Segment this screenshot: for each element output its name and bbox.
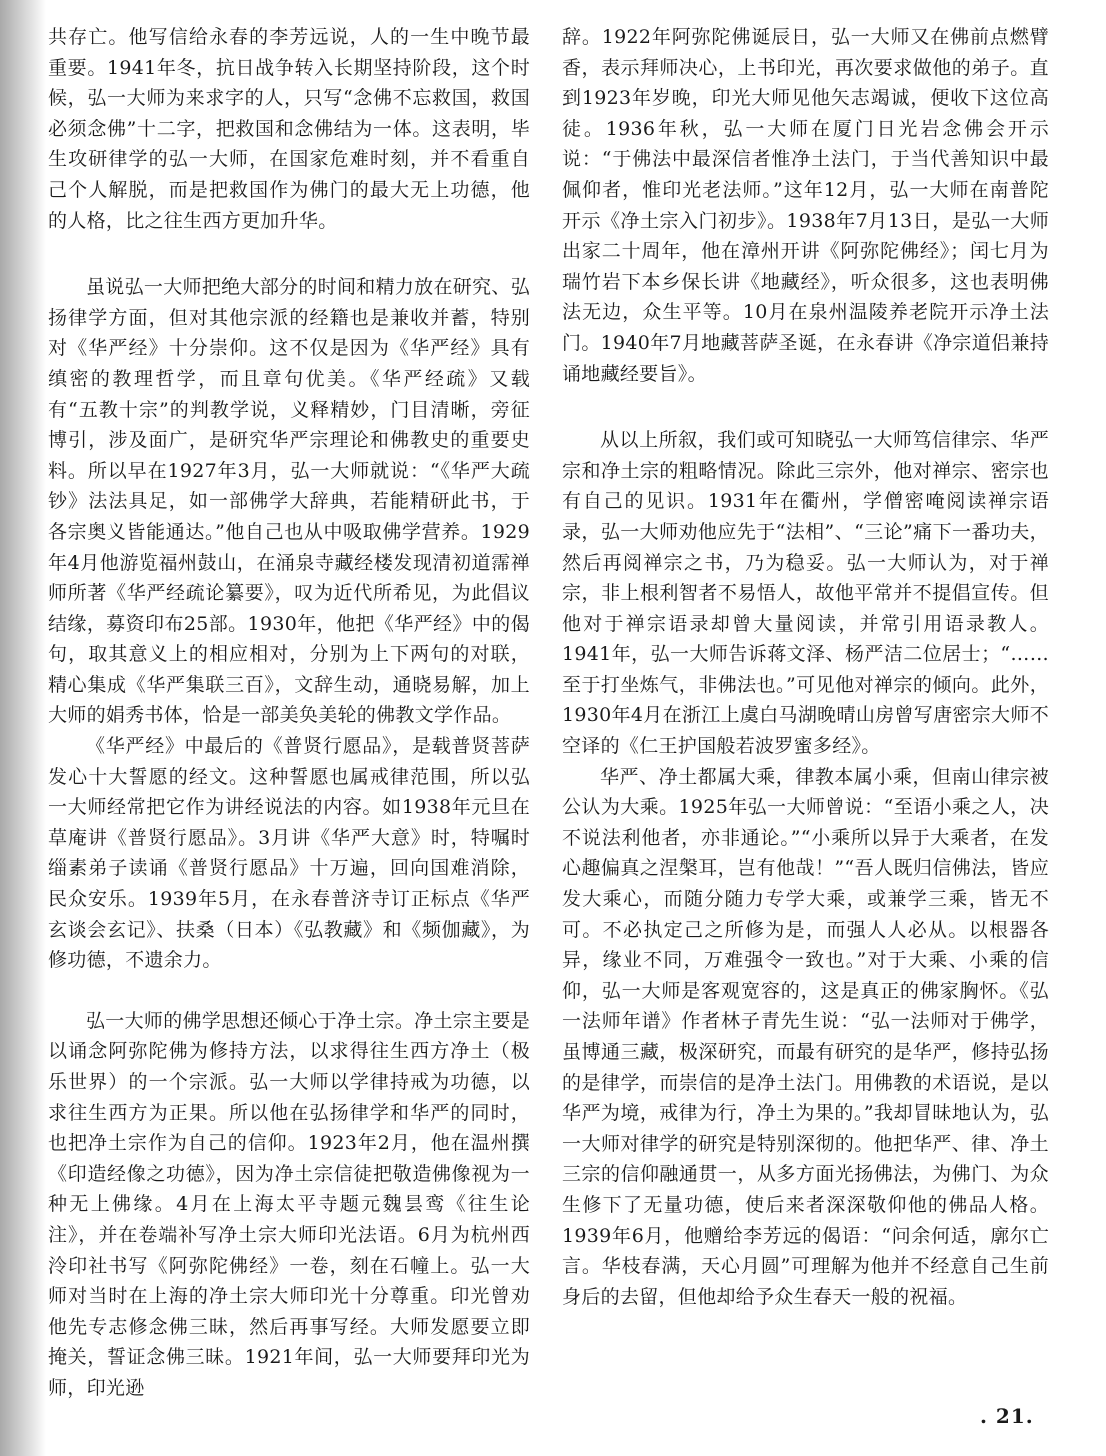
- left-column: [48, 22, 530, 1404]
- paragraph: 《华严经》中最后的《普贤行愿品》，是载普贤菩萨发心十大誓愿的经文。这种誓愿也属戒律范围，所以弘一大师经常把它作为讲经说法的内容。如1938年元旦在草庵讲《普贤行愿品》。3月讲《华严大意》时，特嘱时缁素弟子读诵《普贤行愿品》十万遍，回向国难消除，民众安乐。1939年5月，在永春普济寺订正标点《华严玄谈会玄记》、扶桑（日本）《弘教藏》和《频伽藏》，为修功德，不遗余力。: [48, 735, 530, 972]
- paragraph: 华严、净土都属大乘，律教本属小乘，但南山律宗被公认为大乘。1925年弘一大师曾说：“至语小乘之人，决不说法利他者，亦非通论。”“小乘所以异于大乘者，在发心趣偏真之涅槃耳，岂有他哉！”“吾人既归信佛法，皆应发大乘心，而随分随力专学大乘，或兼学三乘，皆无不可。不必执定己之所修为是，而强人人必从。以根器各异，缘业不同，万难强令一致也。”对于大乘、小乘的信仰，弘一大师是客观宽容的，这是真正的佛家胸怀。《弘一法师年谱》作者林子青先生说：“弘一法师对于佛学，虽博通三藏，极深研究，而最有研究的是华严，修持弘扬的是律学，而崇信的是净土法门。用佛教的术语说，是以华严为境，戒律为行，净土为果的。”我却冒昧地认为，弘一大师对律学的研究是特别深彻的。他把华严、律、净土三宗的信仰融通贯一，从多方面光扬佛法，为佛门、为众生修下了无量功德，使后来者深深敬仰他的佛品人格。1939年6月，他赠给李芳远的偈语：“问余何适，廓尔亡言。华枝春满，天心月圆”可理解为他并不经意自己生前身后的去留，但他却给予众生春天一般的祝福。: [562, 765, 1049, 1308]
- paragraph: 共存亡。他写信给永春的李芳远说，人的一生中晚节最重要。1941年冬，抗日战争转入长期坚持阶段，这个时候，弘一大师为来求字的人，只写“念佛不忘救国，救国必须念佛”十二字，把救国和念佛结为一体。这表明，毕生攻研律学的弘一大师，在国家危难时刻，并不看重自己个人解脱，而是把救国作为佛门的最大无上功德，他的人格，比之往生西方更加升华。: [48, 26, 530, 232]
- paragraph: 辞。1922年阿弥陀佛诞辰日，弘一大师又在佛前点燃臂香，表示拜师决心，上书印光，再次要求做他的弟子。直到1923年岁晚，印光大师见他矢志竭诚，便收下这位高徒。1936年秋，弘一大师在厦门日光岩念佛会开示说：“于佛法中最深信者惟净土法门，于当代善知识中最佩仰者，惟印光老法师。”这年12月，弘一大师在南普陀开示《净土宗入门初步》。1938年7月13日，是弘一大师出家二十周年，他在漳州开讲《阿弥陀佛经》；闰七月为瑞竹岩下本乡保长讲《地藏经》，听众很多，这也表明佛法无边，众生平等。10月在泉州温陵养老院开示净土法门。1940年7月地藏菩萨圣诞，在永春讲《净宗道侣兼持诵地藏经要旨》。: [562, 26, 1049, 385]
- paragraph: 从以上所叙，我们或可知晓弘一大师笃信律宗、华严宗和净土宗的粗略情况。除此三宗外，他对禅宗、密宗也有自己的见识。1931年在衢州，学僧密唵阅读禅宗语录，弘一大师劝他应先于“法相”、“三论”痛下一番功夫，然后再阅禅宗之书，乃为稳妥。弘一大师认为，对于禅宗，非上根利智者不易悟人，故他平常并不提倡宣传。但他对于禅宗语录却曾大量阅读，并常引用语录教人。1941年，弘一大师告诉蒋文泽、杨严洁二位居士；“……至于打坐炼气，非佛法也。”可见他对禅宗的倾向。此外，1930年4月在浙江上虞白马湖晚晴山房曾写唐密宗大师不空译的《仁王护国般若波罗蜜多经》。: [562, 429, 1049, 758]
- page-number: . 21.: [980, 1404, 1034, 1428]
- right-column: [562, 22, 1049, 1312]
- paragraph: 弘一大师的佛学思想还倾心于净土宗。净土宗主要是以诵念阿弥陀佛为修持方法，以求得往生西方净土（极乐世界）的一个宗派。弘一大师以学律持戒为功德，以求往生西方为正果。所以他在弘扬律学和华严的同时，也把净土宗作为自己的信仰。1923年2月，他在温州撰《印造经像之功德》，因为净土宗信徒把敬造佛像视为一种无上佛缘。4月在上海太平寺题元魏昙鸾《往生论注》，并在卷端补写净土宗大师印光法语。6月为杭州西泠印社书写《阿弥陀佛经》一卷，刻在石幢上。弘一大师对当时在上海的净土宗大师印光十分尊重。印光曾劝他先专志修念佛三昧，然后再事写经。大师发愿要立即掩关，誓证念佛三昧。1921年间，弘一大师要拜印光为师，印光逊: [48, 1009, 530, 1399]
- paragraph: 虽说弘一大师把绝大部分的时间和精力放在研究、弘扬律学方面，但对其他宗派的经籍也是兼收并蓄，特别对《华严经》十分崇仰。这不仅是因为《华严经》具有缜密的教理哲学，而且章句优美。《华严经疏》又载有“五教十宗”的判教学说，义释精妙，门目清晰，旁征博引，涉及面广，是研究华严宗理论和佛教史的重要史料。所以早在1927年3月，弘一大师就说：“《华严大疏钞》法法具足，如一部佛学大辞典，若能精研此书，于各宗奥义皆能通达。”他自己也从中吸取佛学营养。1929年4月他游览福州鼓山，在涌泉寺藏经楼发现清初道霈禅师所著《华严经疏论纂要》，叹为近代所希见，为此倡议结缘，募资印布25部。1930年，他把《华严经》中的偈句，取其意义上的相应相对，分别为上下两句的对联，精心集成《华严集联三百》，文辞生动，通晓易解，加上大师的娟秀书体，恰是一部美奂美轮的佛教文学作品。: [48, 276, 530, 727]
